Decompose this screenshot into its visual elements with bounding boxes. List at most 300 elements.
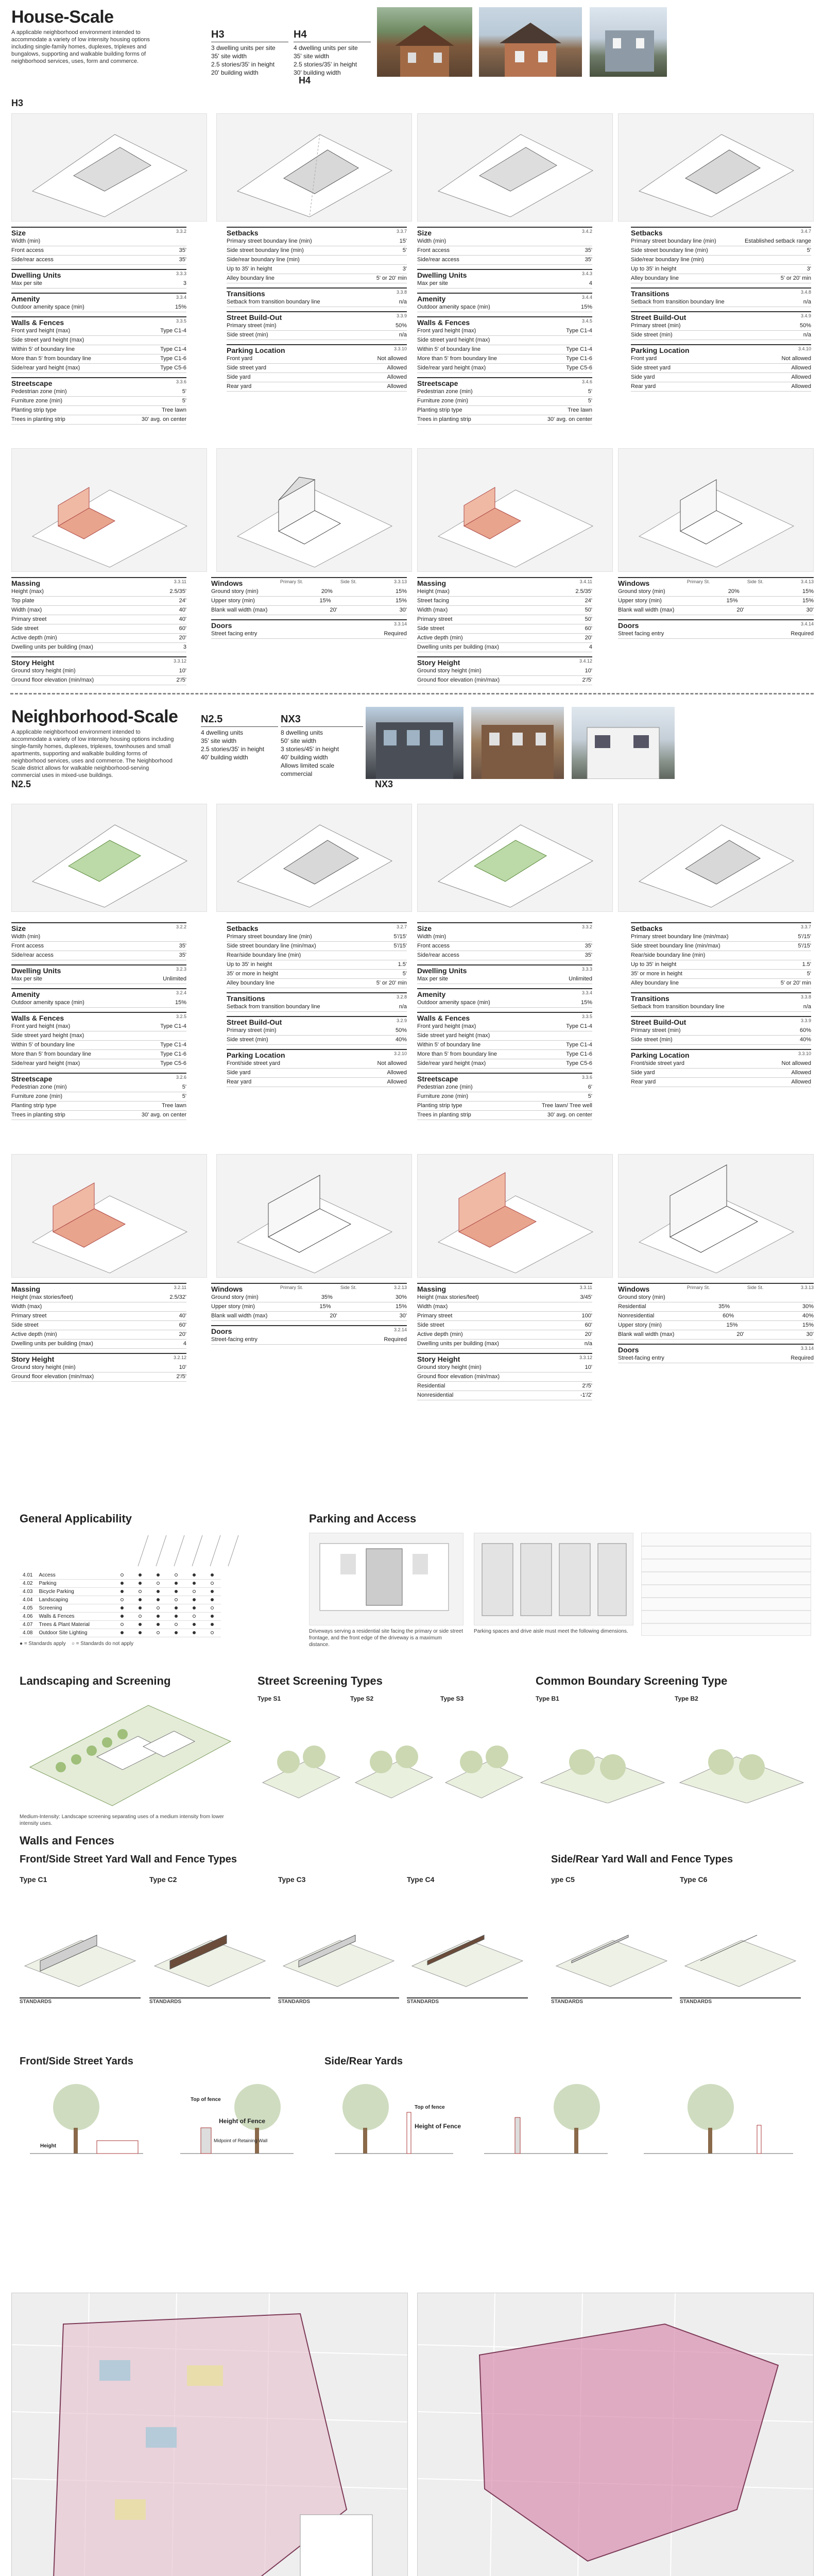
h4-spec-bottom-right — [618, 577, 814, 643]
spec-row-label: Blank wall width (max) — [618, 1331, 675, 1337]
n25-site-plan-1-drawing — [12, 804, 207, 911]
spec-title: Massing — [417, 1285, 447, 1293]
spec-row-label: Front yard height (max) — [417, 1023, 476, 1029]
spec-title: Setbacks — [631, 229, 663, 237]
spec-row — [211, 1312, 407, 1321]
spec-title: Walls & Fences — [417, 318, 470, 327]
spec-row — [11, 406, 186, 415]
spec-row-label: Ground story (min) — [618, 1294, 665, 1300]
spec-row — [11, 676, 186, 685]
spec-row — [11, 279, 186, 289]
spec-row — [11, 1083, 186, 1092]
spec-row — [11, 1059, 186, 1069]
dwelling-spec-block — [417, 964, 592, 984]
spec-row-value: 15% — [395, 588, 407, 595]
massing-spec-block — [11, 577, 186, 652]
spec-row — [227, 942, 407, 951]
spec-row — [417, 933, 592, 942]
spec-row-value: 15% — [802, 598, 814, 604]
spec-row-label: Planting strip type — [417, 1103, 462, 1109]
spec-row-label: More than 5' from boundary line — [417, 1051, 497, 1057]
spec-row-value: Allowed — [791, 365, 811, 371]
spec-row-label: Ground floor elevation (min/max) — [417, 677, 500, 683]
general-row-label: Landscaping — [36, 1596, 113, 1604]
parking-caption-2: Parking spaces and drive aisle must meet the following dimensions. — [474, 1629, 628, 1634]
spec-row — [11, 942, 186, 951]
spec-row-value: 5'/15' — [393, 934, 407, 940]
spec-heading — [631, 227, 811, 237]
spec-row-label: More than 5' from boundary line — [417, 355, 497, 362]
spec-row-label: Up to 35' in height — [631, 266, 677, 272]
spec-row — [11, 1330, 186, 1340]
spec-row — [11, 327, 186, 336]
front-yard-diagram-1-drawing — [20, 2076, 153, 2169]
spec-row — [11, 415, 186, 425]
spec-row-label: Height (max) — [11, 588, 44, 595]
general-row — [20, 1580, 221, 1588]
spec-row — [11, 667, 186, 676]
neigh-photo-1 — [366, 707, 464, 779]
spec-row — [227, 1003, 407, 1012]
spec-row — [11, 387, 186, 397]
spec-code: 3.3.2 — [581, 924, 592, 929]
spec-row — [631, 1026, 811, 1036]
spec-code: 3.4.3 — [581, 271, 592, 276]
spec-row-value: Type C1-4 — [566, 1023, 592, 1029]
wall-type-standards: STANDARDS — [551, 1997, 672, 2005]
spec-row-value: Type C5-6 — [566, 365, 592, 371]
spec-row-value: Allowed — [387, 365, 407, 371]
spec-row-label: Side yard — [631, 374, 655, 380]
spec-row-value: 35' — [179, 952, 186, 958]
general-row-label: Outdoor Site Lighting — [36, 1629, 113, 1637]
spec-row-label: Front access — [417, 247, 450, 253]
spec-row — [618, 587, 814, 597]
general-rows — [20, 1571, 221, 1637]
parking-diagram-1-drawing — [310, 1533, 463, 1625]
spec-row-label: Side street (min) — [227, 332, 268, 338]
spec-row-label: Planting strip type — [11, 1103, 57, 1109]
spec-row — [11, 1092, 186, 1101]
spec-row-label: Height (max stories/feet) — [11, 1294, 73, 1300]
spec-row — [11, 975, 186, 984]
spec-row-value: 5' or 20' min — [376, 980, 407, 986]
spec-row — [631, 979, 811, 988]
amenity-spec-block — [11, 293, 186, 312]
spec-row-label: Outdoor amenity space (min) — [11, 304, 84, 310]
spec-row-value: Not allowed — [377, 1060, 407, 1066]
spec-row — [417, 942, 592, 951]
spec-row — [631, 1036, 811, 1045]
spec-title: Street Build-Out — [631, 313, 686, 321]
height-of-fence-label: Height of Fence — [219, 2117, 266, 2125]
spec-title: Story Height — [417, 658, 460, 667]
spec-row-value: 5' — [402, 247, 407, 253]
spec-code: 3.3.14 — [393, 621, 407, 626]
general-dot-cell — [185, 1613, 203, 1621]
n25-stat-line: 35' site width — [201, 737, 236, 744]
spec-row — [417, 1050, 592, 1059]
spec-row — [11, 1041, 186, 1050]
spec-row-label: Height (max) — [417, 588, 450, 595]
general-dot-cell — [167, 1571, 185, 1580]
spec-row — [227, 246, 407, 256]
spec-title: Parking Location — [631, 346, 690, 354]
spec-title: Amenity — [417, 295, 446, 303]
spec-row — [631, 1078, 811, 1087]
spec-title: Amenity — [11, 295, 40, 303]
spec-row-value: Not allowed — [781, 355, 811, 362]
spec-row-value: 50% — [395, 323, 407, 329]
house-photo-1-drawing — [377, 7, 472, 77]
spec-title: Parking Location — [227, 346, 285, 354]
general-dot-cell — [149, 1580, 167, 1588]
h4-stat-line: 2.5 stories/35' in height — [294, 61, 357, 68]
general-dot-cell — [131, 1588, 149, 1596]
spec-row-label: Nonresidential — [618, 1313, 655, 1319]
amenity-spec-block — [417, 988, 592, 1008]
general-dot-cell — [185, 1596, 203, 1604]
spec-heading — [631, 1049, 811, 1059]
parking-spec-block — [631, 1049, 811, 1087]
general-dot-cell — [203, 1604, 221, 1613]
spec-code: 3.3.10 — [798, 1051, 811, 1056]
spec-row — [227, 364, 407, 373]
spec-row — [227, 951, 407, 960]
spec-code: 3.3.11 — [579, 1285, 592, 1290]
spec-code: 3.4.13 — [800, 579, 814, 584]
spec-row-label: Front yard — [631, 355, 657, 362]
spec-row — [11, 336, 186, 345]
general-legend-1: ● = Standards apply — [20, 1641, 66, 1647]
spec-row — [417, 1391, 592, 1400]
h3-label: H3 — [11, 98, 24, 108]
spec-row-label: Street-facing entry — [618, 1355, 664, 1361]
spec-row — [11, 643, 186, 652]
spec-row-label: Alley boundary line — [227, 275, 274, 281]
spec-row-label: Alley boundary line — [631, 275, 679, 281]
general-row-label: Walls & Fences — [36, 1613, 113, 1621]
general-row-code: 4.02 — [20, 1580, 36, 1588]
spec-row-value: Type C1-6 — [160, 1051, 186, 1057]
spec-row-label: Primary street (min) — [227, 1027, 277, 1033]
type-s2-label: Type S2 — [350, 1695, 374, 1702]
spec-row — [417, 1363, 592, 1372]
spec-row-label: Side street boundary line (min) — [227, 247, 304, 253]
spec-row-label: Width (max) — [417, 1303, 448, 1310]
spec-row — [417, 246, 592, 256]
spec-row — [417, 406, 592, 415]
massing-spec-block — [417, 1283, 592, 1349]
spec-row — [631, 274, 811, 283]
spec-row-label: Upper story (min) — [211, 598, 255, 604]
spec-row-value: 2.5/35' — [575, 588, 592, 595]
spec-row-label: Width (min) — [417, 934, 447, 940]
wall-type-panel — [20, 1875, 141, 2030]
spec-row-label: Width (min) — [11, 238, 41, 244]
spec-row-value: 24' — [585, 598, 592, 604]
spec-code: 3.4.6 — [581, 379, 592, 384]
spec-row-label: Front/side street yard — [227, 1060, 280, 1066]
nx3-stat-line: 8 dwelling units — [281, 729, 323, 736]
spec-row — [417, 606, 592, 615]
spec-row-label: Front access — [11, 943, 44, 949]
neighborhood-scale-title: Neighborhood-Scale — [11, 707, 178, 726]
story-spec-block — [11, 656, 186, 685]
spec-row-value: 2'/5' — [582, 677, 592, 683]
general-dot-cell — [113, 1621, 131, 1629]
spec-row — [417, 624, 592, 634]
transitions-spec-block — [631, 287, 811, 307]
top-of-fence-label: Top of fence — [191, 2097, 221, 2103]
spec-row-value: 20' — [585, 1331, 592, 1337]
spec-row-value: 60' — [585, 625, 592, 632]
spec-row-label: Blank wall width (max) — [618, 607, 675, 613]
type-s1-label: Type S1 — [258, 1695, 281, 1702]
spec-row — [618, 1321, 814, 1330]
dwelling-spec-block — [11, 964, 186, 984]
spec-column-header: Primary St. — [686, 579, 710, 584]
spec-code: 3.3.9 — [396, 313, 407, 318]
house-photo-2-drawing — [479, 7, 582, 77]
spec-row-label: Within 5' of boundary line — [417, 1042, 481, 1048]
general-dot-cell — [131, 1596, 149, 1604]
spec-heading — [211, 1283, 407, 1293]
spec-row — [227, 960, 407, 970]
n25-stat-line: 2.5 stories/35' in height — [201, 745, 265, 753]
spec-row-label: Ground story height (min) — [417, 1364, 482, 1370]
spec-row-label: Pedestrian zone (min) — [11, 1084, 67, 1090]
spec-row — [631, 960, 811, 970]
spec-row-value: Not allowed — [781, 1060, 811, 1066]
spec-title: Setbacks — [631, 924, 663, 933]
size-spec-block — [417, 922, 592, 960]
spec-row — [417, 634, 592, 643]
spec-row-value: Required — [384, 631, 407, 637]
windows-spec-block — [618, 577, 814, 615]
spec-row-label: Up to 35' in height — [227, 961, 272, 968]
spec-row-label: Side street — [417, 625, 444, 632]
spec-row-value: 60' — [585, 1322, 592, 1328]
h4-massing-diagram-2-drawing — [619, 449, 813, 571]
h3-stat-line: 35' site width — [211, 53, 247, 60]
spec-code: 3.4.2 — [581, 229, 592, 234]
spec-heading — [631, 992, 811, 1003]
spec-code: 3.4.9 — [800, 313, 811, 318]
spec-row-value: 3' — [806, 266, 811, 272]
general-dot-cell — [203, 1588, 221, 1596]
spec-row-value: Tree lawn — [568, 407, 592, 413]
general-row-label: Trees & Plant Material — [36, 1621, 113, 1629]
spec-title: Windows — [211, 579, 243, 587]
general-dot-cell — [113, 1629, 131, 1637]
house-scale-intro: A applicable neighborhood environment intended to accommodate a variety of low intensity housing options including single-family homes, duplexes, triplexes and bungalows, supporting and walkable building forms of neighborhood services, uses, form and commerce. — [11, 29, 150, 64]
spec-row-value: 35% — [718, 1303, 730, 1310]
spec-heading — [417, 316, 592, 327]
spec-row — [417, 1101, 592, 1111]
parking-diagram-2 — [474, 1533, 633, 1625]
spec-row-value: Type C1-4 — [160, 1023, 186, 1029]
general-dot-cell — [203, 1580, 221, 1588]
spec-heading — [417, 227, 592, 237]
spec-row-label: Side/rear yard height (max) — [417, 1060, 486, 1066]
setbacks-spec-block — [631, 227, 811, 283]
spec-row-label: Side street boundary line (min) — [631, 247, 708, 253]
h4-stats-title: H4 — [294, 29, 371, 42]
general-applicability-title: General Applicability — [20, 1512, 132, 1525]
spec-row-label: Side/rear access — [417, 257, 459, 263]
spec-row-label: Rear yard — [631, 383, 656, 389]
spec-row-value: 10' — [179, 1364, 186, 1370]
n25-spec-bottom-right — [211, 1283, 407, 1349]
spec-code: 3.3.3 — [581, 967, 592, 972]
spec-row-value: 15% — [580, 304, 592, 310]
transitions-spec-block — [227, 992, 407, 1012]
n25-massing-diagram-1-drawing — [12, 1155, 207, 1277]
spec-row-label: Width (max) — [11, 1303, 42, 1310]
house-photo-1 — [377, 7, 472, 77]
spec-row-label: Side/rear access — [417, 952, 459, 958]
h4-site-plan-1-drawing — [418, 114, 612, 221]
neigh-photo-3 — [572, 707, 675, 779]
spec-row-label: Side street — [11, 625, 39, 632]
spec-row-label: Active depth (min) — [11, 635, 57, 641]
spec-code: 3.2.9 — [396, 1018, 407, 1023]
wall-type-panel — [680, 1875, 801, 2030]
spec-row-value: Type C5-6 — [160, 365, 186, 371]
spec-row-label: Side street yard height (max) — [417, 1032, 490, 1039]
spec-row-label: Rear yard — [631, 1079, 656, 1085]
spec-row-value: 40% — [802, 1313, 814, 1319]
spec-code: 3.3.4 — [176, 295, 186, 300]
landscaping-diagram-drawing — [20, 1695, 241, 1808]
spec-code: 3.4.10 — [798, 346, 811, 351]
spec-row — [631, 256, 811, 265]
street-screening-drawing — [258, 1721, 525, 1803]
general-row-code: 4.04 — [20, 1596, 36, 1604]
nx3-massing-diagram-2 — [618, 1154, 814, 1278]
spec-row-label: Front yard height (max) — [11, 328, 71, 334]
spec-heading — [618, 619, 814, 630]
h4-stats — [294, 29, 371, 77]
spec-row-value: Type C1-6 — [566, 355, 592, 362]
spec-row-label: Ground floor elevation (min/max) — [11, 677, 94, 683]
spec-code: 3.2.7 — [396, 924, 407, 929]
spec-row-value: 30' avg. on center — [141, 1112, 186, 1118]
streetscape-spec-block — [417, 1073, 592, 1120]
wall-type-standards: STANDARDS — [680, 1997, 801, 2005]
spec-title: Story Height — [417, 1355, 460, 1363]
spec-row-label: Street facing entry — [211, 631, 258, 637]
spec-row-label: Planting strip type — [11, 407, 57, 413]
general-dot-cell — [149, 1588, 167, 1596]
size-spec-block — [417, 227, 592, 265]
neighborhood-scale-intro: A applicable neighborhood environment intended to accommodate a variety of low intensity housing options including single-family homes, duplexes, triplexes, townhouses and small apartments, supporting and walkable building forms of neighborhood services, uses and commerce. The Neighborhood Scale district allows for walkable neighborhood-serving commercial uses in mixed-use buildings. — [11, 729, 174, 778]
transitions-spec-block — [227, 287, 407, 307]
spec-row-value: 15% — [175, 304, 186, 310]
spec-heading — [631, 287, 811, 298]
spec-row-value: 5' — [402, 971, 407, 977]
general-row — [20, 1596, 221, 1604]
spec-row — [417, 327, 592, 336]
spec-row — [11, 345, 186, 354]
spec-row — [417, 1321, 592, 1330]
nx3-spec-bottom-left — [417, 1283, 592, 1404]
spec-row — [631, 951, 811, 960]
spec-row-value: Tree lawn — [162, 1103, 186, 1109]
spec-row-label: Front yard height (max) — [417, 328, 476, 334]
spec-row-value: Type C1-4 — [566, 1042, 592, 1048]
buildout-spec-block — [631, 311, 811, 340]
spec-row-label: Front access — [11, 247, 44, 253]
spec-row — [227, 265, 407, 274]
dwelling-spec-block — [11, 269, 186, 289]
spec-row-label: Width (max) — [417, 607, 448, 613]
spec-title: Windows — [618, 579, 650, 587]
spec-row-value: 20% — [321, 588, 333, 595]
spec-row-value: 5' — [588, 1093, 592, 1099]
spec-title: Dwelling Units — [417, 967, 467, 975]
wall-type-label: Type C4 — [407, 1875, 435, 1884]
spec-row — [631, 354, 811, 364]
spec-row-label: Width (min) — [11, 934, 41, 940]
spec-row — [417, 303, 592, 312]
spec-row — [417, 1382, 592, 1391]
spec-row — [211, 1335, 407, 1345]
spec-heading — [618, 1344, 814, 1354]
spec-row — [417, 951, 592, 960]
spec-row-value: 30' avg. on center — [547, 416, 592, 422]
spec-heading — [211, 619, 407, 630]
nx3-massing-diagram-2-drawing — [619, 1155, 813, 1277]
spec-row — [618, 1302, 814, 1312]
spec-row — [631, 970, 811, 979]
boundary-screening-drawing — [536, 1721, 814, 1803]
h4-stat-line: 30' building width — [294, 69, 341, 76]
spec-row — [417, 587, 592, 597]
general-row — [20, 1588, 221, 1596]
general-row-code: 4.08 — [20, 1629, 36, 1637]
streetscape-spec-block — [417, 377, 592, 425]
general-dot-cell — [131, 1621, 149, 1629]
spec-row-value: 2.5/32' — [169, 1294, 186, 1300]
story-spec-block — [417, 1353, 592, 1400]
nx3-site-plan-2-drawing — [619, 804, 813, 911]
spec-row-label: Side street boundary line (min/max) — [631, 943, 720, 949]
street-screening-title: Street Screening Types — [258, 1674, 383, 1687]
spec-row-value: 6' — [588, 1084, 592, 1090]
rear-yards-title: Side/Rear Yards — [324, 2056, 403, 2067]
walls-spec-block — [11, 316, 186, 373]
spec-code: 3.2.2 — [176, 924, 186, 929]
rear-top-fence-label: Top of fence — [415, 2105, 445, 2110]
spec-title: Doors — [211, 1327, 232, 1335]
spec-row-value: 60% — [723, 1313, 734, 1319]
spec-code: 3.3.12 — [173, 658, 186, 664]
spec-row — [417, 615, 592, 624]
h3-site-plan-2-drawing — [217, 114, 411, 221]
setbacks-spec-block — [227, 227, 407, 283]
spec-row-value: 30' — [806, 607, 814, 613]
spec-row-label: Ground story height (min) — [11, 1364, 76, 1370]
general-dot-cell — [167, 1604, 185, 1613]
nx3-stat-line: Allows limited scale commercial — [281, 762, 335, 777]
spec-heading — [227, 922, 407, 933]
spec-title: Walls & Fences — [11, 1014, 64, 1022]
spec-title: Transitions — [631, 290, 670, 298]
spec-row-label: Max per site — [11, 976, 42, 982]
walls-spec-block — [417, 1012, 592, 1069]
